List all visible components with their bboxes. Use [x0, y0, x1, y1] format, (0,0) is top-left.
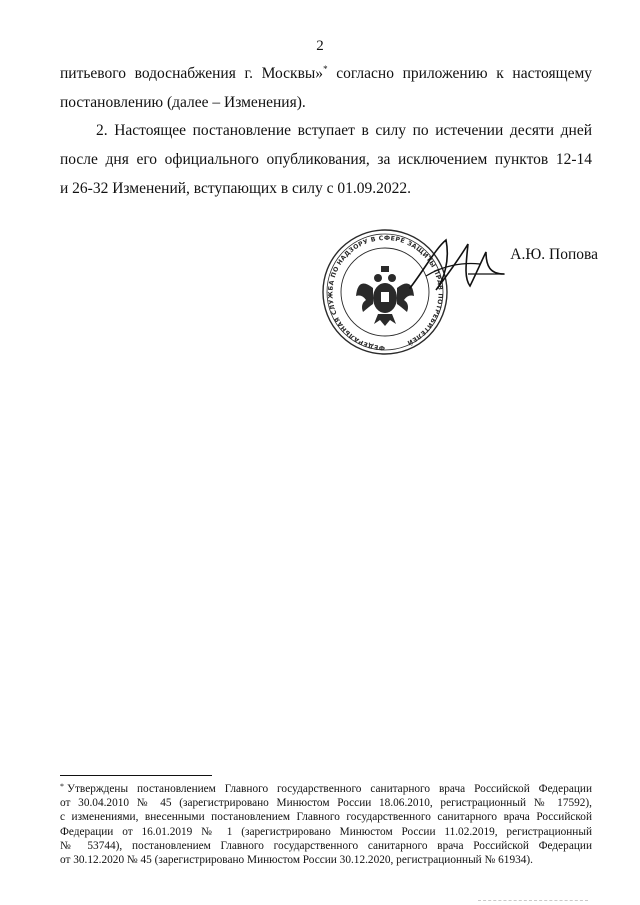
paragraph-1-line-1: питьевого водоснабжения г. Москвы»* согласно приложению к настоящему: [60, 64, 593, 82]
footnote-mark: *: [60, 782, 64, 791]
paragraph-2-line-2: после дня его официального опубликования, за исключением пунктов 12-14: [60, 151, 592, 168]
paragraph-2-line-1: 2. Настоящее постановление вступает в силу по истечении десяти дней: [96, 122, 592, 139]
footnote: [60, 780, 592, 867]
footnote-reference[interactable]: *: [323, 64, 328, 74]
footnote-line-1: * Утверждены постановлением Главного государственного санитарного врача Российской Федерации: [60, 782, 592, 795]
signatory-name: А.Ю. Попова: [510, 246, 598, 263]
paragraph-1: [60, 59, 592, 117]
footnote-separator: [60, 775, 212, 776]
page-number: 2: [316, 38, 324, 54]
paragraph-2-line-3: и 26-32 Изменений, вступающих в силу с 01.09.2022.: [60, 180, 411, 197]
paragraph-1-line-2: постановлению (далее – Изменения).: [60, 94, 306, 111]
footnote-line-5: № 53744), постановлением Главного государственного санитарного врача Российской Федерации: [60, 839, 592, 852]
scan-artifact: [478, 900, 588, 903]
paragraph-2: [60, 116, 592, 203]
footnote-line-2: от 30.04.2010 № 45 (зарегистрировано Минюстом России 18.06.2010, регистрационный № 17592),: [60, 797, 592, 810]
seal-outer-text: ФЕДЕРАЛЬНАЯ СЛУЖБА ПО НАДЗОРУ В СФЕРЕ ЗАЩИТЫ ПРАВ ПОТРЕБИТЕЛЕЙ: [327, 234, 444, 352]
footnote-line-4: Федерации от 16.01.2019 № 1 (зарегистрировано Минюстом России 11.02.2019, регистрационный: [60, 825, 592, 838]
signature-block: [318, 220, 598, 360]
footnote-line-6: от 30.12.2020 № 45 (зарегистрировано Минюстом России 30.12.2020, регистрационный № 61934).: [60, 854, 533, 867]
footnote-line-3: с изменениями, внесенными постановлением Главного государственного санитарного врача Российской: [60, 811, 592, 824]
handwritten-signature: [406, 230, 506, 300]
